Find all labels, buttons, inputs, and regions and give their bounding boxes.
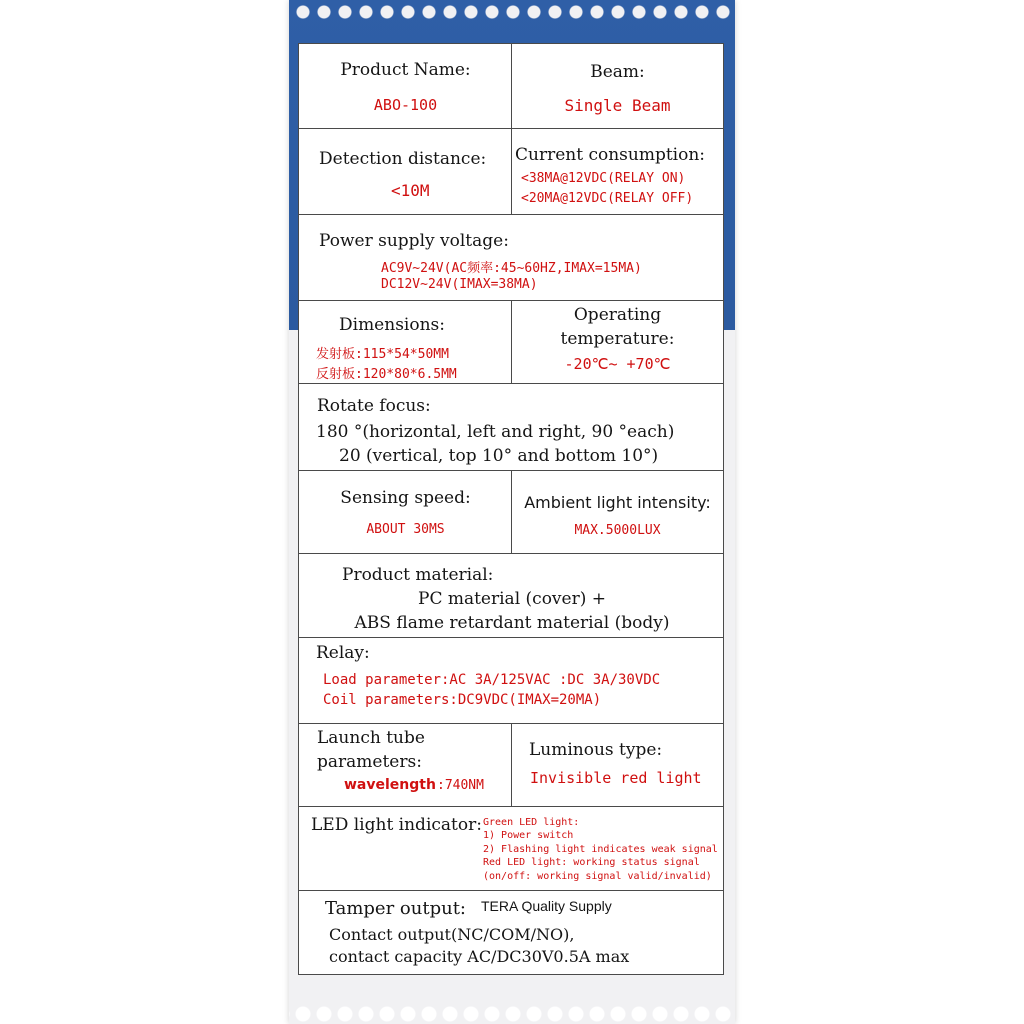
launch-tube-wavelength-value: :740NM	[437, 778, 484, 793]
beam-label: Beam:	[590, 62, 645, 82]
sensing-speed-value: ABOUT 30MS	[366, 522, 445, 537]
dimensions-emitter: 发射板:115*54*50MM	[316, 347, 449, 362]
led-indicator-green: Green LED light:	[483, 817, 580, 828]
operating-temperature-value: -20℃~ +70℃	[564, 355, 671, 373]
tamper-output-capacity: contact capacity AC/DC30V0.5A max	[329, 947, 630, 966]
led-indicator-onoff: (on/off: working signal valid/invalid)	[483, 871, 712, 882]
cell-product-name	[299, 44, 512, 128]
spec-row-led-indicator	[299, 807, 723, 891]
watermark-text: TERA Quality Supply	[481, 898, 612, 914]
cell-launch-tube	[299, 724, 512, 806]
dimensions-label: Dimensions:	[339, 315, 445, 335]
led-indicator-red: Red LED light: working status signal	[483, 857, 700, 868]
cell-current-consumption	[512, 129, 723, 214]
tamper-output-contact: Contact output(NC/COM/NO),	[329, 925, 575, 944]
spec-row-name-beam	[299, 44, 723, 129]
spec-row-product-material	[299, 554, 723, 638]
product-name-label: Product Name:	[340, 60, 471, 80]
ambient-light-value: MAX.5000LUX	[574, 523, 661, 538]
cell-beam	[512, 44, 723, 128]
product-material-label: Product material:	[342, 565, 494, 585]
cell-detection-distance	[299, 129, 512, 214]
rotate-focus-label: Rotate focus:	[317, 396, 431, 416]
spec-row-launch-luminous	[299, 724, 723, 807]
luminous-type-value: Invisible red light	[530, 769, 702, 787]
spec-row-dimensions-temperature	[299, 301, 723, 384]
spec-row-speed-ambient	[299, 471, 723, 554]
tamper-output-label: Tamper output:	[325, 898, 466, 919]
cell-sensing-speed	[299, 471, 512, 553]
cell-operating-temperature	[512, 301, 723, 383]
spec-row-rotate-focus	[299, 384, 723, 471]
relay-load-parameter: Load parameter:AC 3A/125VAC :DC 3A/30VDC	[323, 672, 661, 688]
relay-coil-parameter: Coil parameters:DC9VDC(IMAX=20MA)	[323, 692, 602, 708]
spec-table	[298, 43, 724, 975]
led-indicator-power: 1) Power switch	[483, 830, 574, 841]
power-supply-ac: AC9V~24V(AC频率:45~60HZ,IMAX=15MA)	[381, 261, 642, 276]
sensing-speed-label: Sensing speed:	[340, 488, 471, 508]
ambient-light-label: Ambient light intensity:	[524, 493, 711, 512]
current-consumption-label: Current consumption:	[515, 145, 706, 165]
launch-tube-wavelength-key: wavelength	[344, 777, 436, 793]
launch-tube-label-2: parameters:	[317, 752, 422, 772]
rotate-focus-vertical: 20 (vertical, top 10° and bottom 10°)	[339, 446, 659, 466]
launch-tube-label-1: Launch tube	[317, 728, 425, 748]
scalloped-edge-bottom	[289, 994, 735, 1024]
spec-row-tamper-output	[299, 891, 723, 976]
relay-label: Relay:	[316, 643, 370, 663]
spec-row-distance-current	[299, 129, 723, 215]
cell-ambient-light	[512, 471, 723, 553]
current-consumption-off: <20MA@12VDC(RELAY OFF)	[521, 191, 694, 206]
led-indicator-flashing: 2) Flashing light indicates weak signal	[483, 844, 718, 855]
rotate-focus-horizontal: 180 °(horizontal, left and right, 90 °each)	[316, 422, 675, 442]
product-name-value: ABO-100	[373, 96, 438, 114]
operating-temperature-label-1: Operating	[573, 305, 662, 325]
product-material-body: ABS flame retardant material (body)	[354, 613, 670, 633]
spec-row-power-supply	[299, 215, 723, 301]
detection-distance-value: <10M	[391, 181, 430, 200]
led-indicator-label: LED light indicator:	[311, 815, 482, 835]
cell-luminous-type	[512, 724, 723, 806]
beam-value: Single Beam	[564, 96, 671, 115]
scalloped-edge-top	[289, 0, 735, 30]
dimensions-reflector: 反射板:120*80*6.5MM	[316, 367, 457, 382]
current-consumption-on: <38MA@12VDC(RELAY ON)	[521, 171, 686, 186]
power-supply-dc: DC12V~24V(IMAX=38MA)	[381, 277, 538, 292]
luminous-type-label: Luminous type:	[529, 740, 663, 760]
spec-row-relay	[299, 638, 723, 724]
product-material-cover: PC material (cover) +	[418, 589, 606, 609]
detection-distance-label: Detection distance:	[319, 149, 487, 169]
power-supply-label: Power supply voltage:	[319, 231, 509, 251]
operating-temperature-label-2: temperature:	[560, 329, 675, 349]
cell-dimensions	[299, 301, 512, 383]
